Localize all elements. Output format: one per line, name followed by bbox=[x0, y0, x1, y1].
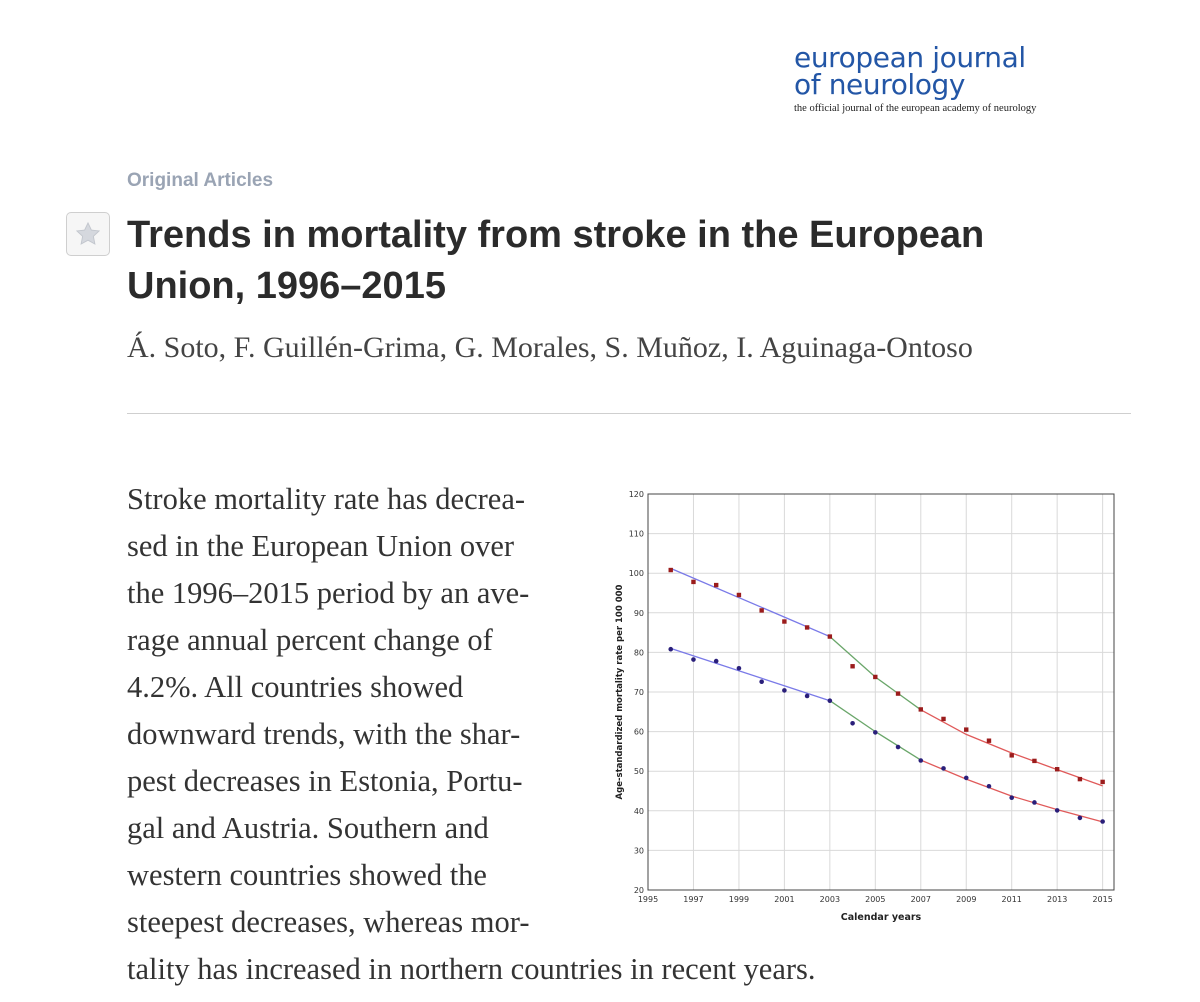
abstract-line: sed in the European Union over bbox=[127, 529, 515, 563]
y-tick-label: 120 bbox=[628, 490, 644, 499]
x-tick-label: 2001 bbox=[774, 895, 795, 904]
x-tick-label: 1997 bbox=[683, 895, 704, 904]
article-title-line1: Trends in mortality from stroke in the European bbox=[127, 214, 985, 256]
abstract-line: the 1996–2015 period by an ave- bbox=[127, 576, 530, 610]
x-tick-label: 2007 bbox=[910, 895, 931, 904]
x-tick-label: 1999 bbox=[728, 895, 750, 904]
abstract-line: downward trends, with the shar- bbox=[127, 717, 521, 751]
data-point-upper bbox=[1078, 777, 1082, 781]
abstract-line: steepest decreases, whereas mor- bbox=[127, 905, 530, 939]
y-tick-label: 90 bbox=[633, 608, 644, 618]
data-point-lower bbox=[737, 666, 742, 671]
data-point-upper bbox=[850, 664, 854, 668]
x-tick-label: 2003 bbox=[819, 895, 841, 904]
chart-svg bbox=[600, 484, 1130, 929]
data-point-lower bbox=[828, 698, 833, 703]
data-point-lower bbox=[691, 657, 696, 662]
trend-line-lower bbox=[671, 648, 830, 700]
data-point-upper bbox=[873, 675, 877, 679]
divider bbox=[127, 413, 1131, 414]
abstract-line: western countries showed the bbox=[127, 858, 487, 892]
favorite-star-button[interactable] bbox=[66, 212, 110, 256]
y-tick-label: 20 bbox=[633, 886, 644, 895]
data-point-upper bbox=[1100, 780, 1104, 784]
data-point-lower bbox=[918, 758, 923, 763]
y-tick-label: 110 bbox=[628, 529, 644, 539]
x-tick-label: 2015 bbox=[1092, 895, 1113, 904]
journal-tagline: the official journal of the european academy of neurology bbox=[794, 103, 1037, 114]
author-list: Á. Soto, F. Guillén-Grima, G. Morales, S. Muñoz, I. Aguinaga-Ontoso bbox=[127, 331, 973, 364]
data-point-upper bbox=[737, 593, 741, 597]
data-point-upper bbox=[691, 580, 695, 584]
data-point-lower bbox=[987, 784, 992, 789]
y-tick-label: 70 bbox=[633, 688, 644, 697]
y-axis-label: Age-standardized mortality rate per 100 000 bbox=[615, 584, 625, 800]
data-point-upper bbox=[987, 739, 991, 743]
data-point-upper bbox=[805, 625, 809, 629]
y-tick-label: 50 bbox=[633, 767, 644, 777]
data-point-lower bbox=[1009, 795, 1014, 800]
x-axis-label: Calendar years bbox=[840, 912, 922, 923]
data-point-upper bbox=[919, 707, 923, 711]
data-point-lower bbox=[873, 730, 878, 735]
mortality-trend-chart bbox=[600, 484, 1130, 929]
abstract-line: Stroke mortality rate has decrea- bbox=[127, 482, 526, 516]
data-point-lower bbox=[782, 688, 787, 693]
data-point-lower bbox=[1055, 808, 1060, 813]
data-point-lower bbox=[1078, 816, 1083, 821]
abstract-line: pest decreases in Estonia, Portu- bbox=[127, 764, 523, 798]
data-point-lower bbox=[805, 694, 810, 699]
journal-name-line2: of neurology bbox=[794, 68, 966, 101]
data-point-upper bbox=[714, 583, 718, 587]
y-tick-label: 80 bbox=[633, 648, 644, 658]
data-point-upper bbox=[896, 691, 900, 695]
abstract-line: 4.2%. All countries showed bbox=[127, 670, 464, 704]
data-point-upper bbox=[1032, 759, 1036, 763]
x-tick-label: 2009 bbox=[956, 895, 977, 904]
abstract-line: rage annual percent change of bbox=[127, 623, 493, 657]
y-tick-label: 30 bbox=[633, 846, 644, 856]
data-point-lower bbox=[896, 745, 901, 750]
data-point-upper bbox=[1055, 767, 1059, 771]
abstract-line: tality has increased in northern countries in recent years. bbox=[127, 952, 816, 986]
journal-logo bbox=[794, 41, 1084, 114]
y-tick-label: 60 bbox=[633, 727, 644, 737]
article-title-line2: Union, 1996–2015 bbox=[127, 265, 446, 307]
data-point-lower bbox=[850, 721, 855, 726]
data-point-lower bbox=[1032, 800, 1037, 805]
data-point-upper bbox=[782, 619, 786, 623]
x-tick-label: 2013 bbox=[1046, 895, 1068, 904]
x-tick-label: 2005 bbox=[865, 895, 886, 904]
data-point-lower bbox=[714, 659, 719, 664]
x-tick-label: 1995 bbox=[637, 895, 659, 904]
data-point-upper bbox=[964, 727, 968, 731]
data-point-upper bbox=[759, 608, 763, 612]
journal-name-line1: european journal bbox=[794, 41, 1026, 74]
data-point-lower bbox=[759, 679, 764, 684]
data-point-lower bbox=[941, 766, 946, 771]
data-point-upper bbox=[669, 568, 673, 572]
data-point-lower bbox=[964, 776, 969, 781]
data-point-upper bbox=[941, 717, 945, 721]
data-point-lower bbox=[1100, 819, 1105, 824]
star-icon bbox=[74, 220, 102, 248]
y-tick-label: 40 bbox=[633, 806, 644, 816]
data-point-upper bbox=[828, 634, 832, 638]
data-point-upper bbox=[1010, 753, 1014, 757]
data-point-lower bbox=[668, 647, 673, 652]
abstract-line: gal and Austria. Southern and bbox=[127, 811, 489, 845]
article-title bbox=[127, 210, 1127, 312]
section-label[interactable]: Original Articles bbox=[127, 170, 274, 191]
x-tick-label: 2011 bbox=[1001, 895, 1022, 904]
y-tick-label: 100 bbox=[628, 569, 644, 579]
